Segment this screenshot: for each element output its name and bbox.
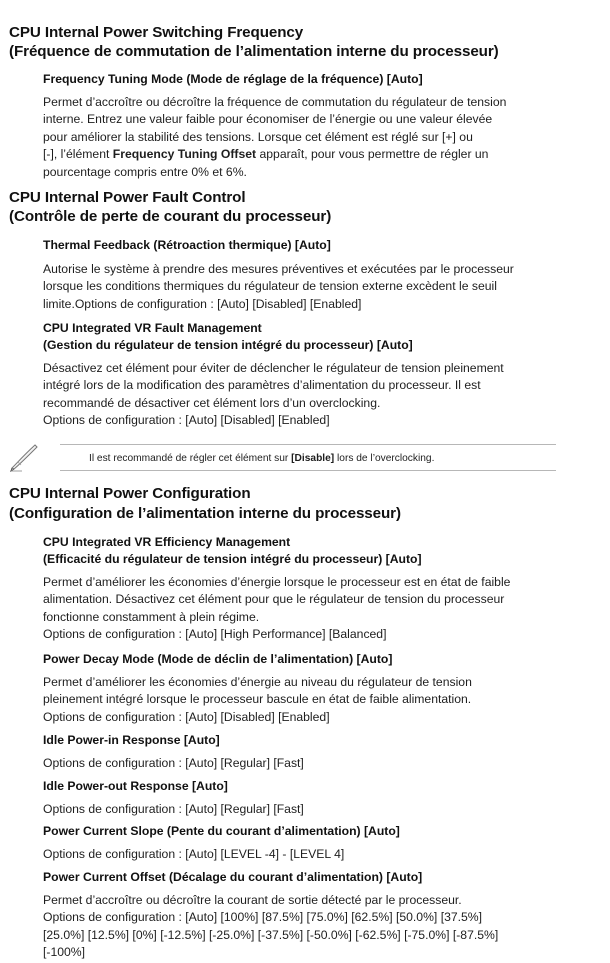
item-heading-idle-power-out: Idle Power-out Response [Auto] — [43, 779, 228, 793]
text-line: [-100%] — [43, 945, 86, 960]
text-line: Permet d’accroître ou décroître la fréquence de commutation du régulateur de tension — [43, 95, 507, 109]
item-description-thermal-feedback — [43, 261, 568, 313]
section-title-fault-control: CPU Internal Power Fault Control — [9, 189, 246, 206]
section-subtitle-switching-frequency: (Fréquence de commutation de l’alimentation interne du processeur) — [9, 43, 499, 60]
text-line: pour améliorer la stabilité des tensions. Lorsque cet élément est réglé sur [+] ou — [43, 129, 473, 144]
text-line: Options de configuration : [Auto] [LEVEL -4] - [LEVEL 4] — [43, 847, 345, 861]
section-title-power-configuration: CPU Internal Power Configuration — [9, 485, 251, 502]
text-fragment: apparaît, pour vous permettre de régler un — [256, 147, 489, 162]
item-description-power-current-slope — [43, 846, 568, 863]
text-line: Autorise le système à prendre des mesures préventives et exécutées par le processeur — [43, 262, 514, 276]
item-description-idle-power-out — [43, 801, 568, 818]
item-subheading-vr-efficiency-management: (Efficacité du régulateur de tension intégré du processeur) [Auto] — [43, 552, 422, 566]
section-title-switching-frequency: CPU Internal Power Switching Frequency — [9, 24, 304, 41]
item-subheading-vr-fault-management: (Gestion du régulateur de tension intégré du processeur) [Auto] — [43, 338, 413, 352]
item-description-idle-power-in — [43, 755, 568, 772]
text-line — [43, 146, 568, 163]
item-heading-idle-power-in: Idle Power-in Response [Auto] — [43, 733, 220, 747]
text-line: Permet d’améliorer les économies d’énergie au niveau du régulateur de tension — [43, 675, 472, 689]
disable-term: [Disable] — [291, 453, 335, 464]
text-line: Désactivez cet élément pour éviter de déclencher le régulateur de tension pleinement — [43, 361, 504, 375]
item-heading-frequency-tuning-mode: Frequency Tuning Mode (Mode de réglage de la fréquence) [Auto] — [43, 72, 423, 86]
item-heading-power-current-slope: Power Current Slope (Pente du courant d’alimentation) [Auto] — [43, 824, 400, 838]
item-heading-power-decay-mode: Power Decay Mode (Mode de déclin de l’alimentation) [Auto] — [43, 652, 393, 666]
text-line: Options de configuration : [Auto] [Regular] [Fast] — [43, 802, 304, 816]
text-line: interne. Entrez une valeur faible pour économiser de l’énergie ou une valeur élevée — [43, 112, 493, 127]
item-heading-thermal-feedback: Thermal Feedback (Rétroaction thermique) [Auto] — [43, 238, 331, 252]
note-divider-bottom — [60, 470, 556, 471]
item-description-vr-efficiency-management — [43, 574, 568, 644]
section-subtitle-fault-control: (Contrôle de perte de courant du processeur) — [9, 208, 332, 225]
text-line: Options de configuration : [Auto] [Disabled] [Enabled] — [43, 413, 330, 428]
item-heading-power-current-offset: Power Current Offset (Décalage du courant d’alimentation) [Auto] — [43, 870, 423, 884]
section-subtitle-power-configuration: (Configuration de l’alimentation interne du processeur) — [9, 505, 401, 522]
text-line: Options de configuration : [Auto] [Regular] [Fast] — [43, 756, 304, 770]
text-line: limite.Options de configuration : [Auto] [Disabled] [Enabled] — [43, 296, 362, 311]
text-line: lorsque les conditions thermiques du régulateur de tension externe excèdent le seuil — [43, 279, 497, 294]
text-fragment: Il est recommandé de régler cet élément sur — [89, 453, 292, 464]
text-line: pleinement intégré lorsque le processeur bascule en état de faible alimentation. — [43, 692, 472, 707]
text-line: [25.0%] [12.5%] [0%] [-12.5%] [-25.0%] [-37.5%] [-50.0%] [-62.5%] [-75.0%] [-87.5%] — [43, 927, 499, 942]
item-description-frequency-tuning-mode — [43, 94, 568, 181]
note-divider-top — [60, 444, 556, 445]
text-line: intégré lors de la modification des paramètres d’alimentation du processeur. Il est — [43, 378, 481, 393]
note-pen-icon — [8, 442, 40, 472]
text-line: recommandé de désactiver cet élément lors d’un overclocking. — [43, 395, 381, 410]
item-description-power-decay-mode — [43, 674, 568, 726]
item-heading-vr-efficiency-management: CPU Integrated VR Efficiency Management — [43, 535, 291, 549]
text-fragment: [-], l’élément — [43, 147, 113, 162]
item-description-power-current-offset — [43, 892, 568, 962]
frequency-tuning-offset-term: Frequency Tuning Offset — [112, 147, 257, 162]
text-line: alimentation. Désactivez cet élément pour que le régulateur de tension du processeur — [43, 592, 505, 607]
text-line: Permet d’accroître ou décroître la courant de sortie détecté par le processeur. — [43, 893, 462, 907]
note-text — [89, 452, 434, 466]
text-line: Permet d’améliorer les économies d’énergie lorsque le processeur est en état de faible — [43, 575, 511, 589]
text-line: Options de configuration : [Auto] [100%] [87.5%] [75.0%] [62.5%] [50.0%] [37.5%] — [43, 910, 483, 925]
item-heading-vr-fault-management: CPU Integrated VR Fault Management — [43, 321, 262, 335]
text-line: pourcentage compris entre 0% et 6%. — [43, 164, 247, 179]
text-fragment: lors de l’overclocking. — [334, 453, 435, 464]
text-line: Options de configuration : [Auto] [Disabled] [Enabled] — [43, 709, 330, 724]
text-line: fonctionne constamment à plein régime. — [43, 609, 260, 624]
item-description-vr-fault-management — [43, 360, 568, 430]
text-line: Options de configuration : [Auto] [High Performance] [Balanced] — [43, 627, 387, 642]
